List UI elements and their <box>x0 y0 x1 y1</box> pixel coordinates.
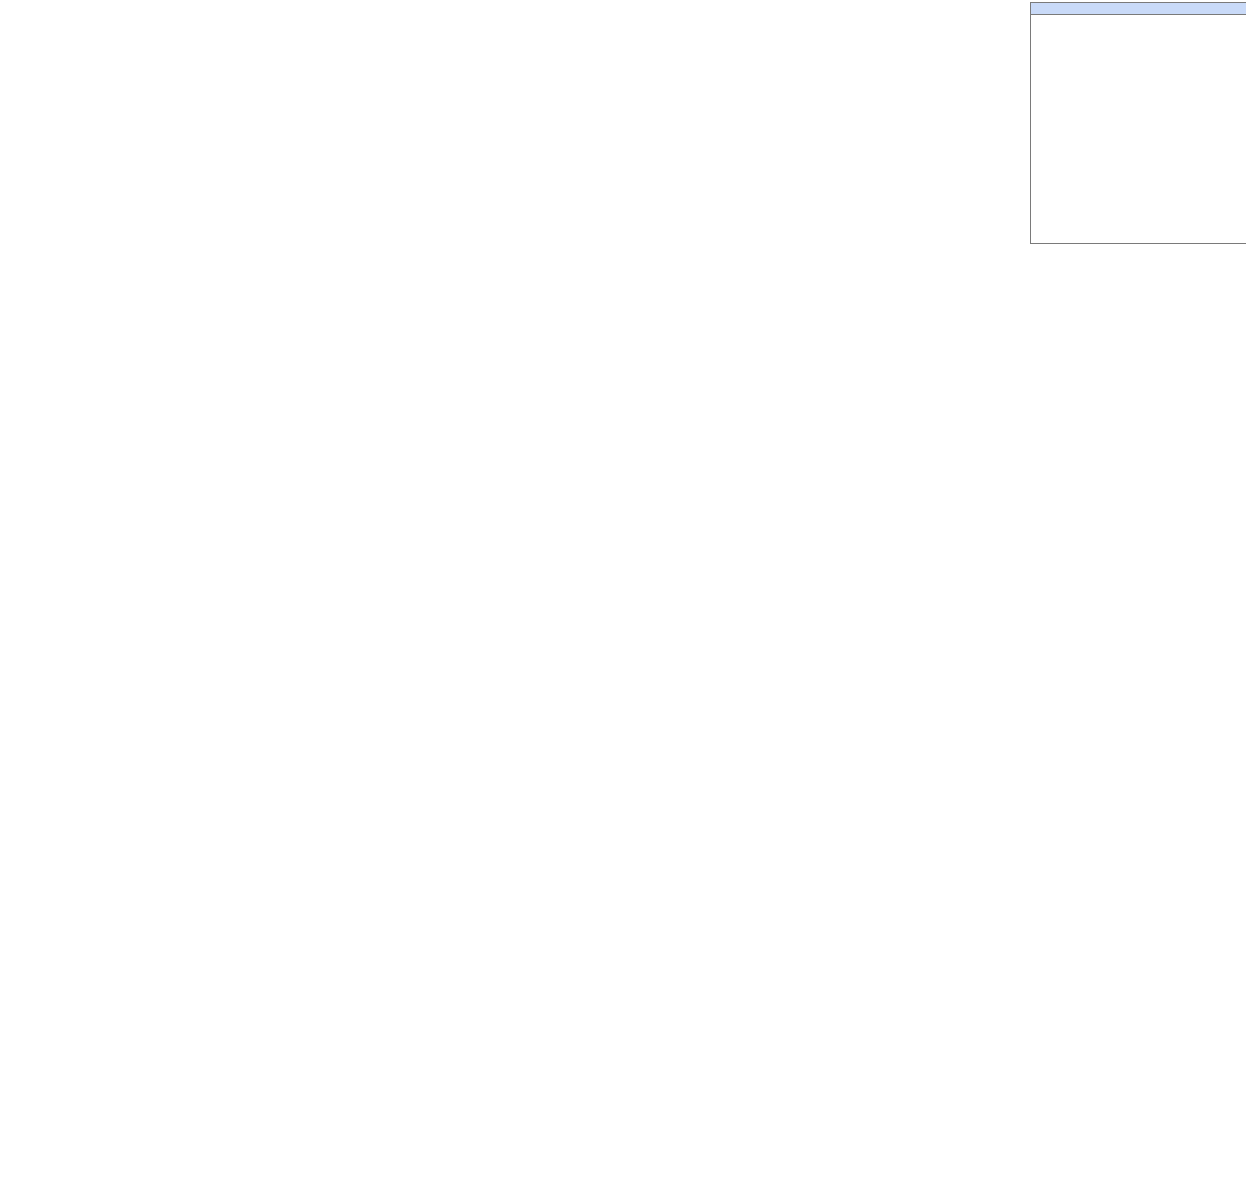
notes-box <box>1030 2 1246 244</box>
notes-title <box>1031 3 1246 15</box>
